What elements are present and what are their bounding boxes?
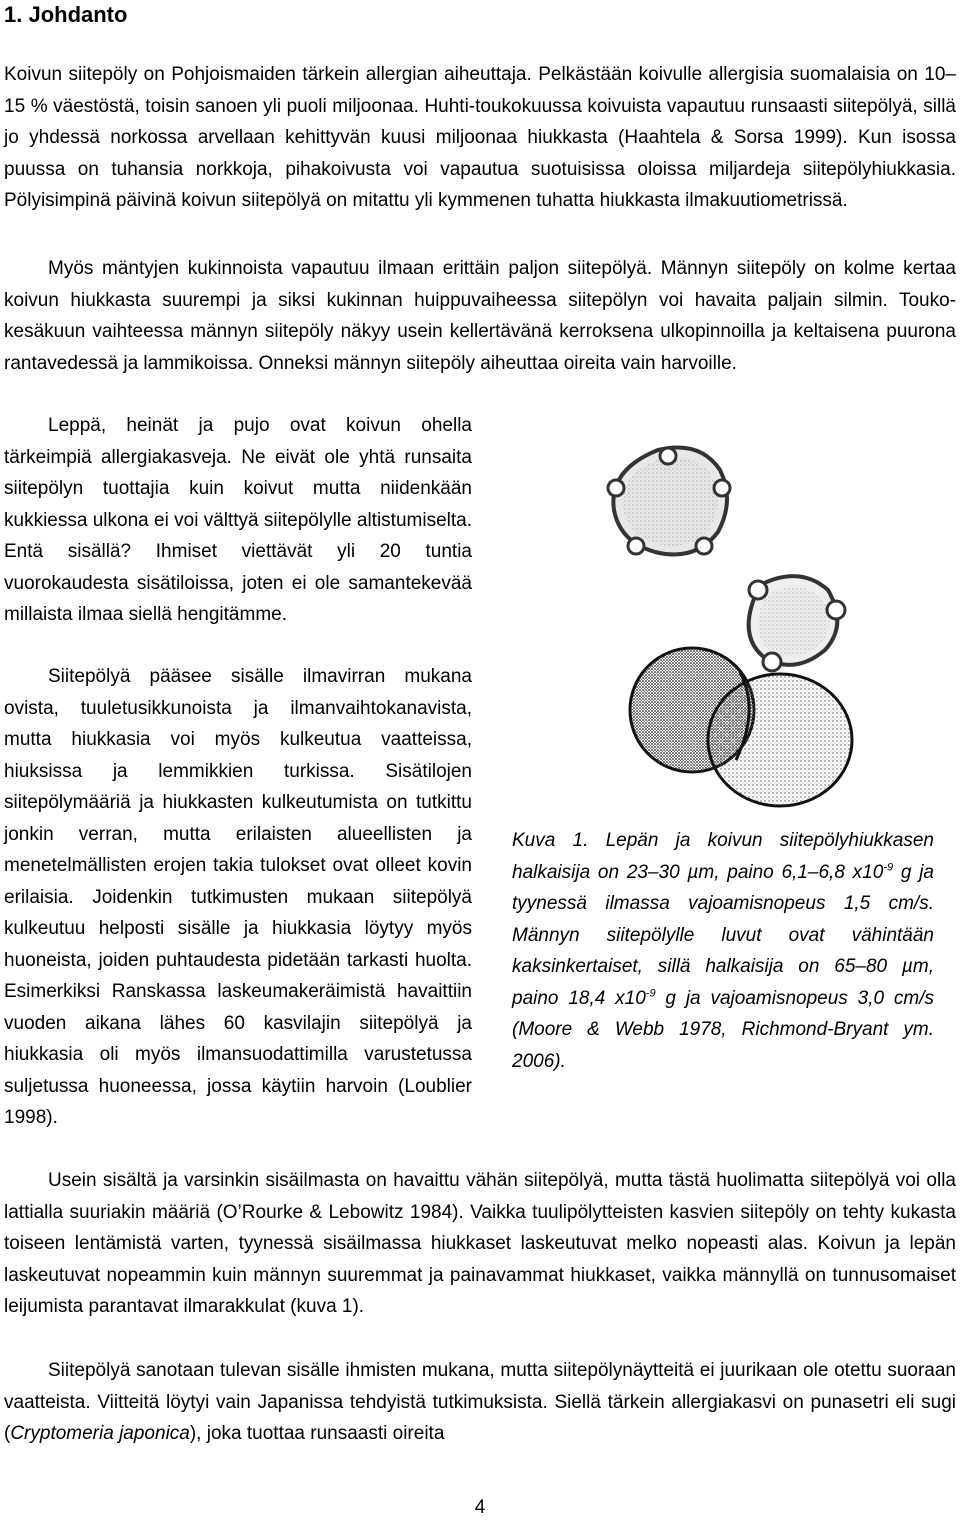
paragraph-settling: Usein sisältä ja varsinkin sisäilmasta on havaittu vähän siitepölyä, mutta tästä huolimatta siitepölyä voi olla lattialla suuriakin määriä (O’Rourke & Lebowitz 1984). Vaikka tuulipölytteisten kasvien siitepöly on tehty kukasta toiseen lentämistä varten, tyynessä sisäilmassa hiukkaset laskeutuvat melko nopeasti alas. Koivun ja lepän laskeutuvat nopeammin kuin männyn suuremmat ja painavammat hiukkaset, vaikka männyllä on tunnusomaiset leijumista parantavat ilmarakkulat (kuva 1). xyxy=(4,1170,956,1317)
pollen-grains-figure xyxy=(600,440,940,810)
paragraph-allergy-plants: Leppä, heinät ja pujo ovat koivun ohella tärkeimpiä allergiakasveja. Ne eivät ole yhtä runsaita siitepölyn tuottajia kuin koivut mutta niidenkään kukkiessa ulkona ei voi välttyä siitepölylle altistumiselta. Entä sisällä? Ihmiset viettävät yli 20 tuntia vuorokaudesta sisätiloissa, joten ei ole samantekevää millaista ilmaa siellä hengitämme. xyxy=(4,415,472,625)
paragraph-birch-pollen: Koivun siitepöly on Pohjoismaiden tärkein allergian aiheuttaja. Pelkästään koivulle allergisia suomalaisia on 10–15 % väestöstä, toisin sanoen yli puoli miljoonaa. Huhti-toukokuussa koivuista vapautuu runsaasti siitepölyä, sillä jo yhdessä norkossa arvellaan kehittyvän kuusi miljoonaa hiukkasta (Haahtela & Sorsa 1999). Kun isossa puussa on tuhansia norkkoja, pihakoivusta voi vapautua suotuisissa oloissa miljardeja siitepölyhiukkasia. Pölyisimpinä päivinä koivun siitepölyä on mitattu yli kymmenen tuhatta hiukkasta ilmakuutiometrissä. xyxy=(4,64,956,211)
species-name: Cryptomeria japonica xyxy=(10,1423,190,1444)
figure-caption xyxy=(512,825,934,1077)
paragraph-clothing-end: ), joka tuottaa runsaasti oireita xyxy=(189,1423,445,1444)
pine-pollen-icon xyxy=(630,648,852,806)
paragraph-clothing-text: Siitepölyä sanotaan tulevan sisälle ihmisten mukana, mutta siitepölynäytteitä ei juurikaan ole otettu suoraan vaatteista. Viitteitä löytyi vain Japanissa tehdyistä tutkimuksista. Siellä tärkein allergiakasvi on punasetri eli sugi ( xyxy=(4,1360,956,1444)
paragraph-pine-pollen: Myös mäntyjen kukinnoista vapautuu ilmaan erittäin paljon siitepölyä. Männyn siitepöly on kolme kertaa koivun hiukkasta suurempi ja siksi kukinnan huippuvaiheessa siitepölyn voi havaita paljain silmin. Touko-kesäkuun vaihteessa männyn siitepöly näkyy usein kellertävänä kerroksena ulkopinnoilla ja keltaisena puurona rantavedessä ja lammikoissa. Onneksi männyn siitepöly aiheuttaa oireita vain harvoille. xyxy=(4,258,956,374)
caption-text-2: g ja tyynessä ilmassa vajoamisnopeus 1,5 cm/s. Männyn siitepölylle luvut ovat vähintään kaksinkertaiset, sillä halkaisija on 65–80 µm, paino 18,4 x10 xyxy=(512,861,934,1009)
caption-exponent-2: -9 xyxy=(645,987,656,1000)
caption-exponent-1: -9 xyxy=(883,861,894,874)
birch-pollen-icon xyxy=(749,576,845,671)
alder-pollen-icon xyxy=(608,448,730,555)
caption-text-3: g ja vajoamisnopeus 3,0 cm/s (Moore & Webb 1978, Richmond-Bryant ym. 2006). xyxy=(512,987,934,1072)
page-number: 4 xyxy=(474,1497,486,1518)
section-heading: 1. Johdanto xyxy=(4,2,128,27)
caption-text-1: Kuva 1. Lepän ja koivun siitepölyhiukkasen halkaisija on 23–30 µm, paino 6,1–6,8 x10 xyxy=(512,830,934,883)
paragraph-indoor-pollen: Siitepölyä pääsee sisälle ilmavirran mukana ovista, tuuletusikkunoista ja ilmanvaihtokanavista, mutta hiukkasia voi myös kulkeutua vaatteissa, hiuksissa ja lemmikkien turkissa. Sisätilojen siitepölymääriä ja hiukkasten kulkeutumista on tutkittu jonkin verran, mutta erilaisten alueellisten ja menetelmällisten erojen takia tulokset ovat olleet kovin erilaisia. Joidenkin tutkimusten mukaan siitepölyä kulkeutuu helposti sisälle ja hiukkasia löytyy myös huoneista, joiden puhtaudesta pidetään tarkasti huolta. Esimerkiksi Ranskassa laskeumakeräimistä havaittiin vuoden aikana lähes 60 kasvilajin siitepölyä ja hiukkasia oli myös ilmansuodattimilla varustetussa suljetussa huoneessa, jossa käytiin harvoin (Loublier 1998). xyxy=(4,666,472,1128)
paragraph-clothing xyxy=(4,1355,956,1450)
